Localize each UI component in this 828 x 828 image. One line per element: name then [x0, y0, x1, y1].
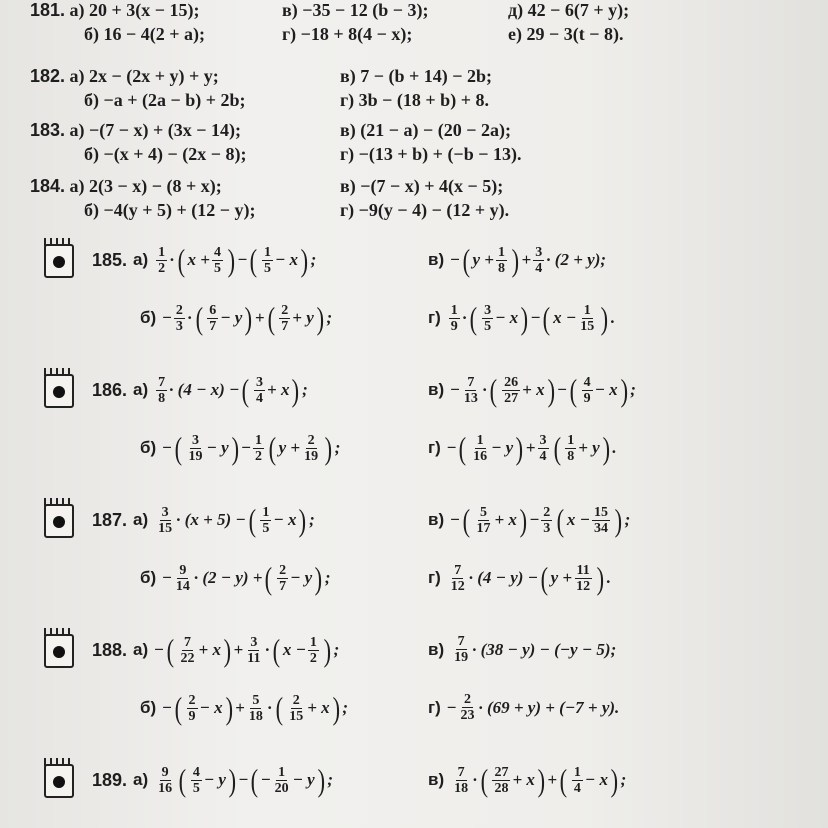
problem-184-c: в) −(7 − x) + 4(x − 5); — [340, 176, 504, 196]
problem-186-d: г) − ( $\frac{1}{16}$ − y ) + $\frac{3}{4}$ ( $\frac{1}{8}$ + y ) . — [428, 430, 617, 466]
problem-188-c: в) $\frac{7}{19}$ · (38 − y) − (−y − 5); — [428, 634, 617, 665]
problem-184-row-1: 184. а) 2(3 − x) − (8 + x); — [30, 176, 222, 196]
problem-181-c: в) −35 − 12 (b − 3); — [282, 0, 429, 20]
problem-183-d: г) −(13 + b) + (−b − 13). — [340, 144, 522, 164]
problem-182-row-1: 182. а) 2x − (2x + y) + y; — [30, 66, 219, 86]
problem-182-b: б) −a + (2a − b) + 2b; — [84, 90, 246, 110]
problem-185-a: 185. а) $\frac{1}{2}$ · ( x + $\frac{4}{5}$ ) − ( $\frac{1}{5}$ − x ) ; — [92, 242, 317, 278]
notebook-icon — [44, 374, 74, 408]
problem-188-d: г) − $\frac{2}{23}$ · (69 + y) + (−7 + y). — [428, 692, 620, 723]
problem-187-a: 187. а) $\frac{3}{15}$ · (x + 5) − ( $\frac{1}{5}$ − x ) ; — [92, 502, 315, 538]
problem-185-c: в) − ( y + $\frac{1}{8}$ ) + $\frac{3}{4}$ · (2 + y); — [428, 242, 607, 278]
problem-182-c: в) 7 − (b + 14) − 2b; — [340, 66, 492, 86]
problem-189-a: 189. а) $\frac{9}{16}$ ( $\frac{4}{5}$ − y ) − ( − $\frac{1}{20}$ − y ) ; — [92, 762, 334, 798]
notebook-icon — [44, 504, 74, 538]
problem-186-c: в) − $\frac{7}{13}$ · ( $\frac{26}{27}$ + x ) − ( $\frac{4}{9}$ − x ) ; — [428, 372, 636, 408]
problem-181-f: е) 29 − 3(t − 8). — [508, 24, 624, 44]
problem-187-d: г) $\frac{7}{12}$ · (4 − y) − ( y + $\frac{11}{12}$ ) . — [428, 560, 612, 596]
problem-185-b: б) − $\frac{2}{3}$ · ( $\frac{6}{7}$ − y ) + ( $\frac{2}{7}$ + y ) ; — [140, 300, 333, 336]
problem-184-d: г) −9(y − 4) − (12 + y). — [340, 200, 510, 220]
problem-181-row-1: 181. а) 20 + 3(x − 15); — [30, 0, 200, 20]
problem-181-e: д) 42 − 6(7 + y); — [508, 0, 630, 20]
notebook-icon — [44, 764, 74, 798]
problem-183-b: б) −(x + 4) − (2x − 8); — [84, 144, 247, 164]
problem-183-c: в) (21 − a) − (20 − 2a); — [340, 120, 511, 140]
problem-188-b: б) − ( $\frac{2}{9}$ − x ) + $\frac{5}{18}$ · ( $\frac{2}{15}$ + x ) ; — [140, 690, 349, 726]
problem-189-c: в) $\frac{7}{18}$ · ( $\frac{27}{28}$ + x ) + ( $\frac{1}{4}$ − x ) ; — [428, 762, 627, 798]
notebook-icon — [44, 634, 74, 668]
problem-184-b: б) −4(y + 5) + (12 − y); — [84, 200, 256, 220]
problem-185-d: г) $\frac{1}{9}$ · ( $\frac{3}{5}$ − x ) − ( x − $\frac{1}{15}$ ) . — [428, 300, 616, 336]
problem-183-row-1: 183. а) −(7 − x) + (3x − 14); — [30, 120, 242, 140]
problem-181-d: г) −18 + 8(4 − x); — [282, 24, 413, 44]
problem-188-a: 188. а) − ( $\frac{7}{22}$ + x ) + $\frac{3}{11}$ · ( x − $\frac{1}{2}$ ) ; — [92, 632, 340, 668]
problem-186-a: 186. а) $\frac{7}{8}$ · (4 − x) − ( $\frac{3}{4}$ + x ) ; — [92, 372, 308, 408]
problem-182-d: г) 3b − (18 + b) + 8. — [340, 90, 489, 110]
problem-186-b: б) − ( $\frac{3}{19}$ − y ) − $\frac{1}{2}$ ( y + $\frac{2}{19}$ ) ; — [140, 430, 341, 466]
problem-187-c: в) − ( $\frac{5}{17}$ + x ) − $\frac{2}{3}$ ( x − $\frac{15}{34}$ ) ; — [428, 502, 631, 538]
problem-181-b: б) 16 − 4(2 + a); — [84, 24, 205, 44]
problem-187-b: б) − $\frac{9}{14}$ · (2 − y) + ( $\frac{2}{7}$ − y ) ; — [140, 560, 331, 596]
notebook-icon — [44, 244, 74, 278]
